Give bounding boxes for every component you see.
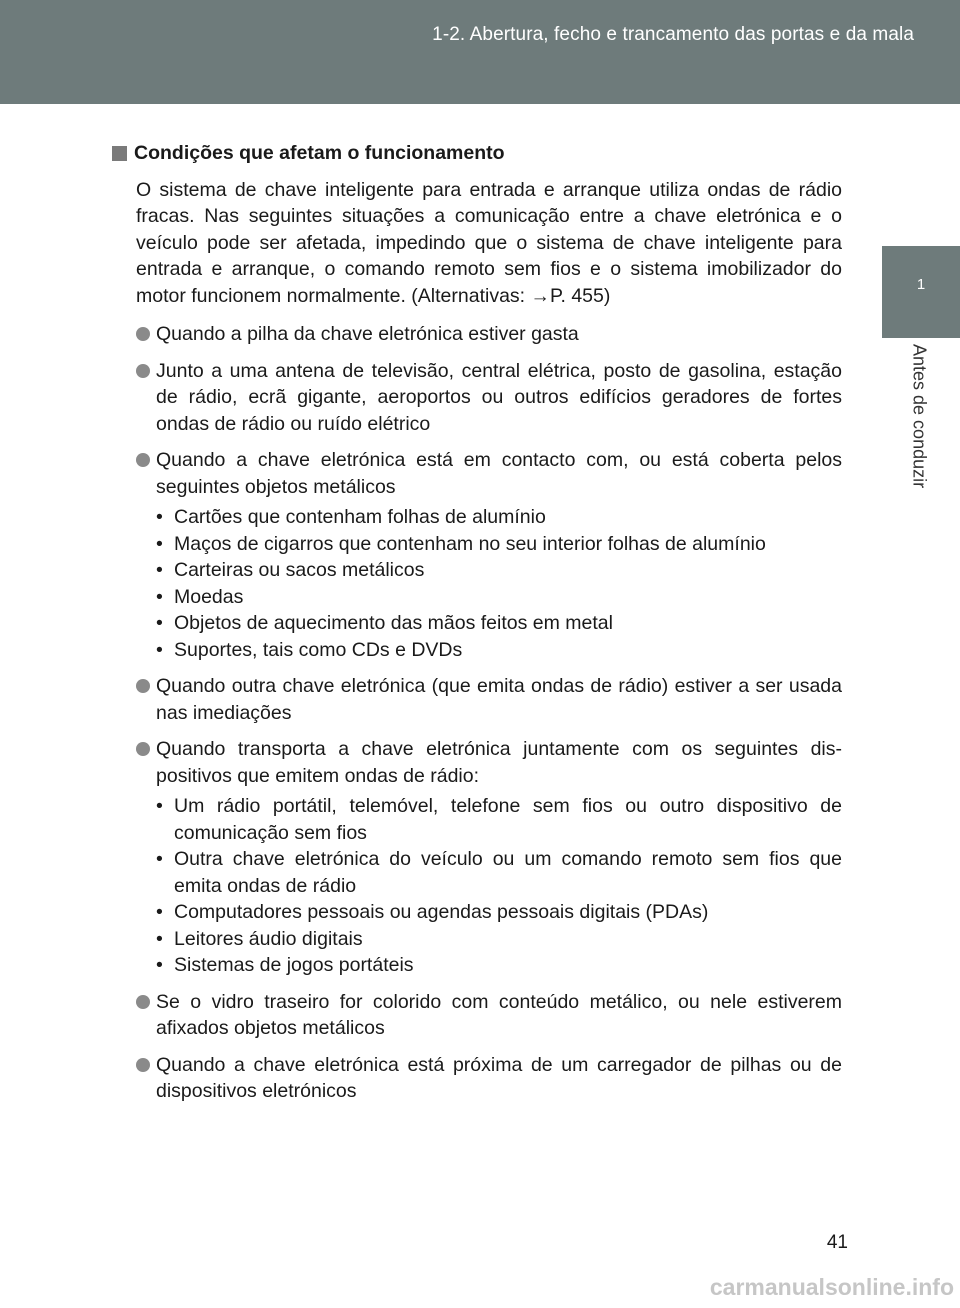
- section-intro: O sistema de chave inteligente para entrada e arranque utiliza ondas de rádio fracas. Nas seguintes situações a comunicação entre a chave eletrónica e o veículo pode ser afetada, impedindo que o sistema de chave inteligente para entrada e arranque, o comando remoto sem fios e o sistema imobilizador do motor funcionem normalmente. (Alternativas: →P. 455): [136, 178, 842, 307]
- dot-bullet-icon: •: [156, 795, 163, 817]
- sub-list: [156, 504, 842, 663]
- dot-bullet-icon: •: [156, 532, 163, 555]
- sub-list-item: [156, 926, 842, 953]
- list-item-body: [156, 358, 842, 438]
- list-item-text: Quando a chave eletrónica está em contacto com, ou está coberta pelos seguintes objetos metálicos: [156, 449, 842, 498]
- list-item-body: [156, 447, 842, 663]
- list-item: [136, 321, 842, 348]
- list-item-body: [156, 321, 842, 348]
- sub-list-item: [156, 504, 842, 531]
- sub-list-item-text: Computadores pessoais ou agendas pessoais digitais (PDAs): [174, 901, 709, 923]
- circle-bullet-icon: [136, 364, 150, 378]
- sub-list-item: [156, 557, 842, 584]
- sub-list: [156, 793, 842, 979]
- list-item: [136, 673, 842, 726]
- circle-bullet-icon: [136, 453, 150, 467]
- chapter-tab: [882, 246, 960, 338]
- section-title-text: Condições que afetam o funcionamento: [134, 142, 505, 164]
- dot-bullet-icon: •: [156, 927, 163, 950]
- list-item: [136, 989, 842, 1042]
- sub-list-item-text: Suportes, tais como CDs e DVDs: [174, 638, 463, 661]
- sub-list-item: [156, 846, 842, 899]
- sub-list-item-text: Leitores áudio digitais: [174, 927, 363, 950]
- sub-list-item-text: Cartões que contenham folhas de alumínio: [174, 506, 546, 528]
- list-item: [136, 447, 842, 663]
- page-number: 41: [826, 1232, 848, 1253]
- sub-list-item-text: Um rádio portátil, telemóvel, telefone sem fios ou outro dispositivo de comunicação sem fios: [174, 795, 842, 844]
- dot-bullet-icon: •: [156, 848, 163, 870]
- list-item-text: Quando a pilha da chave eletrónica estiver gasta: [156, 323, 579, 345]
- list-item-text: Quando outra chave eletrónica (que emita ondas de rádio) estiver a ser usada nas imediações: [156, 675, 842, 724]
- dot-bullet-icon: •: [156, 638, 163, 661]
- list-item: [136, 358, 842, 438]
- sub-list-item-text: Outra chave eletrónica do veículo ou um comando remoto sem fios que emita ondas de rádio: [174, 848, 842, 897]
- list-item: [136, 1052, 842, 1105]
- sub-list-item-text: Maços de cigarros que contenham no seu interior folhas de alumínio: [174, 532, 766, 555]
- list-item-body: [156, 989, 842, 1042]
- sub-list-item-text: Carteiras ou sacos metálicos: [174, 559, 425, 581]
- dot-bullet-icon: •: [156, 585, 163, 608]
- sub-list-item: [156, 952, 842, 979]
- circle-bullet-icon: [136, 679, 150, 693]
- dot-bullet-icon: •: [156, 954, 163, 976]
- dot-bullet-icon: •: [156, 559, 163, 581]
- chapter-number: 1: [916, 276, 926, 293]
- section-heading: [112, 140, 842, 167]
- dot-bullet-icon: •: [156, 901, 163, 923]
- list-item-body: [156, 736, 842, 979]
- sub-list-item-text: Sistemas de jogos portáteis: [174, 954, 414, 976]
- page-header: [0, 0, 960, 104]
- circle-bullet-icon: [136, 1058, 150, 1072]
- chapter-side-label-text: Antes de conduzir: [909, 344, 930, 489]
- condition-list: [136, 321, 842, 1105]
- sub-list-item: [156, 793, 842, 846]
- page-content: [112, 140, 842, 1115]
- list-item: [136, 736, 842, 979]
- sub-list-item: [156, 637, 842, 664]
- chapter-title: 1-2. Abertura, fecho e trancamento das portas e da mala: [432, 24, 914, 45]
- chapter-side-label: [888, 344, 950, 514]
- circle-bullet-icon: [136, 327, 150, 341]
- list-item-text: Quando transporta a chave eletrónica juntamente com os seguintes dis-positivos que emitem ondas de rádio:: [156, 738, 842, 787]
- sub-list-item: [156, 610, 842, 637]
- dot-bullet-icon: •: [156, 506, 163, 528]
- dot-bullet-icon: •: [156, 612, 163, 634]
- list-item-body: [156, 1052, 842, 1105]
- sub-list-item-text: Moedas: [174, 585, 244, 608]
- list-item-text: Quando a chave eletrónica está próxima de um carregador de pilhas ou de dispositivos eletrónicos: [156, 1053, 842, 1102]
- circle-bullet-icon: [136, 995, 150, 1009]
- list-item-text: Se o vidro traseiro for colorido com conteúdo metálico, ou nele estiverem afixados objetos metálicos: [156, 990, 842, 1039]
- sub-list-item: [156, 899, 842, 926]
- watermark: carmanualsonline.info: [709, 1274, 954, 1300]
- list-item-body: [156, 673, 842, 726]
- circle-bullet-icon: [136, 742, 150, 756]
- sub-list-item: [156, 584, 842, 611]
- sub-list-item-text: Objetos de aquecimento das mãos feitos em metal: [174, 612, 613, 634]
- square-bullet-icon: [112, 146, 127, 161]
- list-item-text: Junto a uma antena de televisão, central elétrica, posto de gasolina, estação de rádio, ecrã gigante, aeroportos ou outros edifícios geradores de fortes ondas de rádio ou ruído elétrico: [156, 359, 842, 435]
- sub-list-item: [156, 531, 842, 558]
